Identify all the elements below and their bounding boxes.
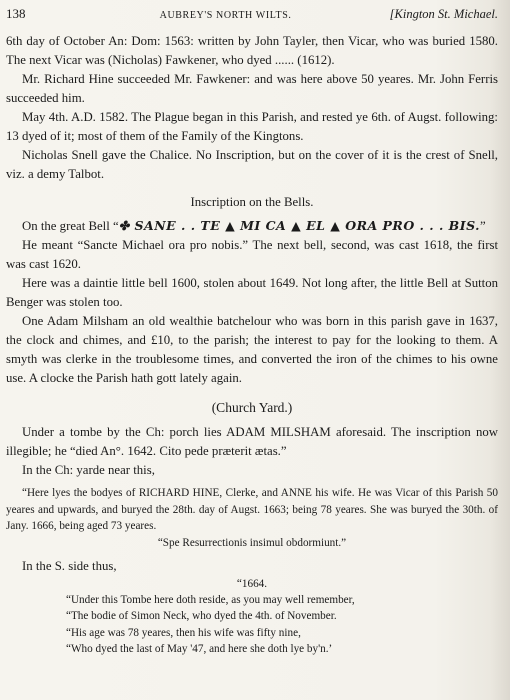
paragraph-plague: May 4th. A.D. 1582. The Plague began in this Parish, and rested ye 6th. of Augst. following: 13 dyed of it; most of them of the Family of the Kingtons. [6, 110, 498, 143]
paragraph-chyarde: In the Ch: yarde near this, [22, 463, 155, 477]
paragraph-hine: Mr. Richard Hine succeeded Mr. Fawkener: and was here above 50 yeares. Mr. John Ferris succeeded him. [6, 72, 498, 105]
paragraph-south-side: In the S. side thus, [22, 559, 117, 573]
bells-heading: Inscription on the Bells. [190, 195, 314, 209]
paragraph-chalice: Nicholas Snell gave the Chalice. No Inscription, but on the cover of it is the crest of Snell, viz. a demy Talbot. [6, 148, 498, 181]
running-head [6, 6, 498, 28]
bell-line-suffix: ” [480, 219, 486, 233]
hine-epitaph [6, 485, 498, 551]
epitaph-motto: “Spe Resurrectionis insimul obdormiunt.” [157, 536, 347, 549]
poem-line: “The bodie of Simon Neck, who dyed the 4th. of November. [66, 610, 337, 623]
poem-year: “1664. [236, 578, 268, 590]
poem-line: “Under this Tombe here doth reside, as you may well remember, [66, 594, 355, 607]
section-title: [Kington St. Michael. [389, 7, 498, 21]
poem-line: “His age was 78 yeares, then his wife was fifty nine, [66, 626, 301, 639]
paragraph-little-bell: Here was a daintie little bell 1600, stolen about 1649. Not long after, the little Bell at Sutton Benger was stolen too. [6, 276, 498, 309]
bell-inscription-line [6, 216, 498, 236]
bell-line-prefix: On the great Bell “ [22, 219, 119, 233]
neck-epitaph-poem [66, 576, 498, 657]
paragraph-bell-meaning: He meant “Sancte Michael ora pro nobis.” The next bell, second, was cast 1618, the first was cast 1620. [6, 238, 498, 271]
churchyard-heading: (Church Yard.) [211, 400, 293, 415]
page-number: 138 [6, 6, 26, 21]
bell-inscription: ✤ SANE . . TE ▲ MI CA ▲ EL ▲ ORA PRO . . . BIS. [118, 218, 481, 233]
paragraph-vicars: 6th day of October An: Dom: 1563: written by John Tayler, then Vicar, who was buried 1580. The next Vicar was (Nicholas) Fawkener, who dyed ...... (1612). [6, 34, 498, 67]
paragraph-milsham: One Adam Milsham an old wealthie batchelour who was born in this parish gave in 1637, the clock and chimes, and £10, to the parish; the interest to pay for the looking to them. A smyth was clerke in the troublesome times, and converted the iron of the chimes to his owne use. A clocke the Parish hath gott lately again. [6, 314, 498, 385]
epitaph-text: “Here lyes the bodyes of RICHARD HINE, Clerke, and ANNE his wife. He was Vicar of this Parish 50 yeares and upwards, and buryed the 28th. day of Augst. 1663; being 78 yeares. She was buryed the 30th. of Jany. 1666, being aged 73 yeares. [6, 487, 498, 532]
running-title: AUBREY'S NORTH WILTS. [159, 10, 292, 21]
poem-line: “Who dyed the last of May '47, and here she doth lye by'n.’ [66, 642, 333, 655]
paragraph-tombe: Under a tombe by the Ch: porch lies ADAM MILSHAM aforesaid. The inscription now illegible; he “died An°. 1642. Cito pede præterit ætas.” [6, 425, 498, 458]
